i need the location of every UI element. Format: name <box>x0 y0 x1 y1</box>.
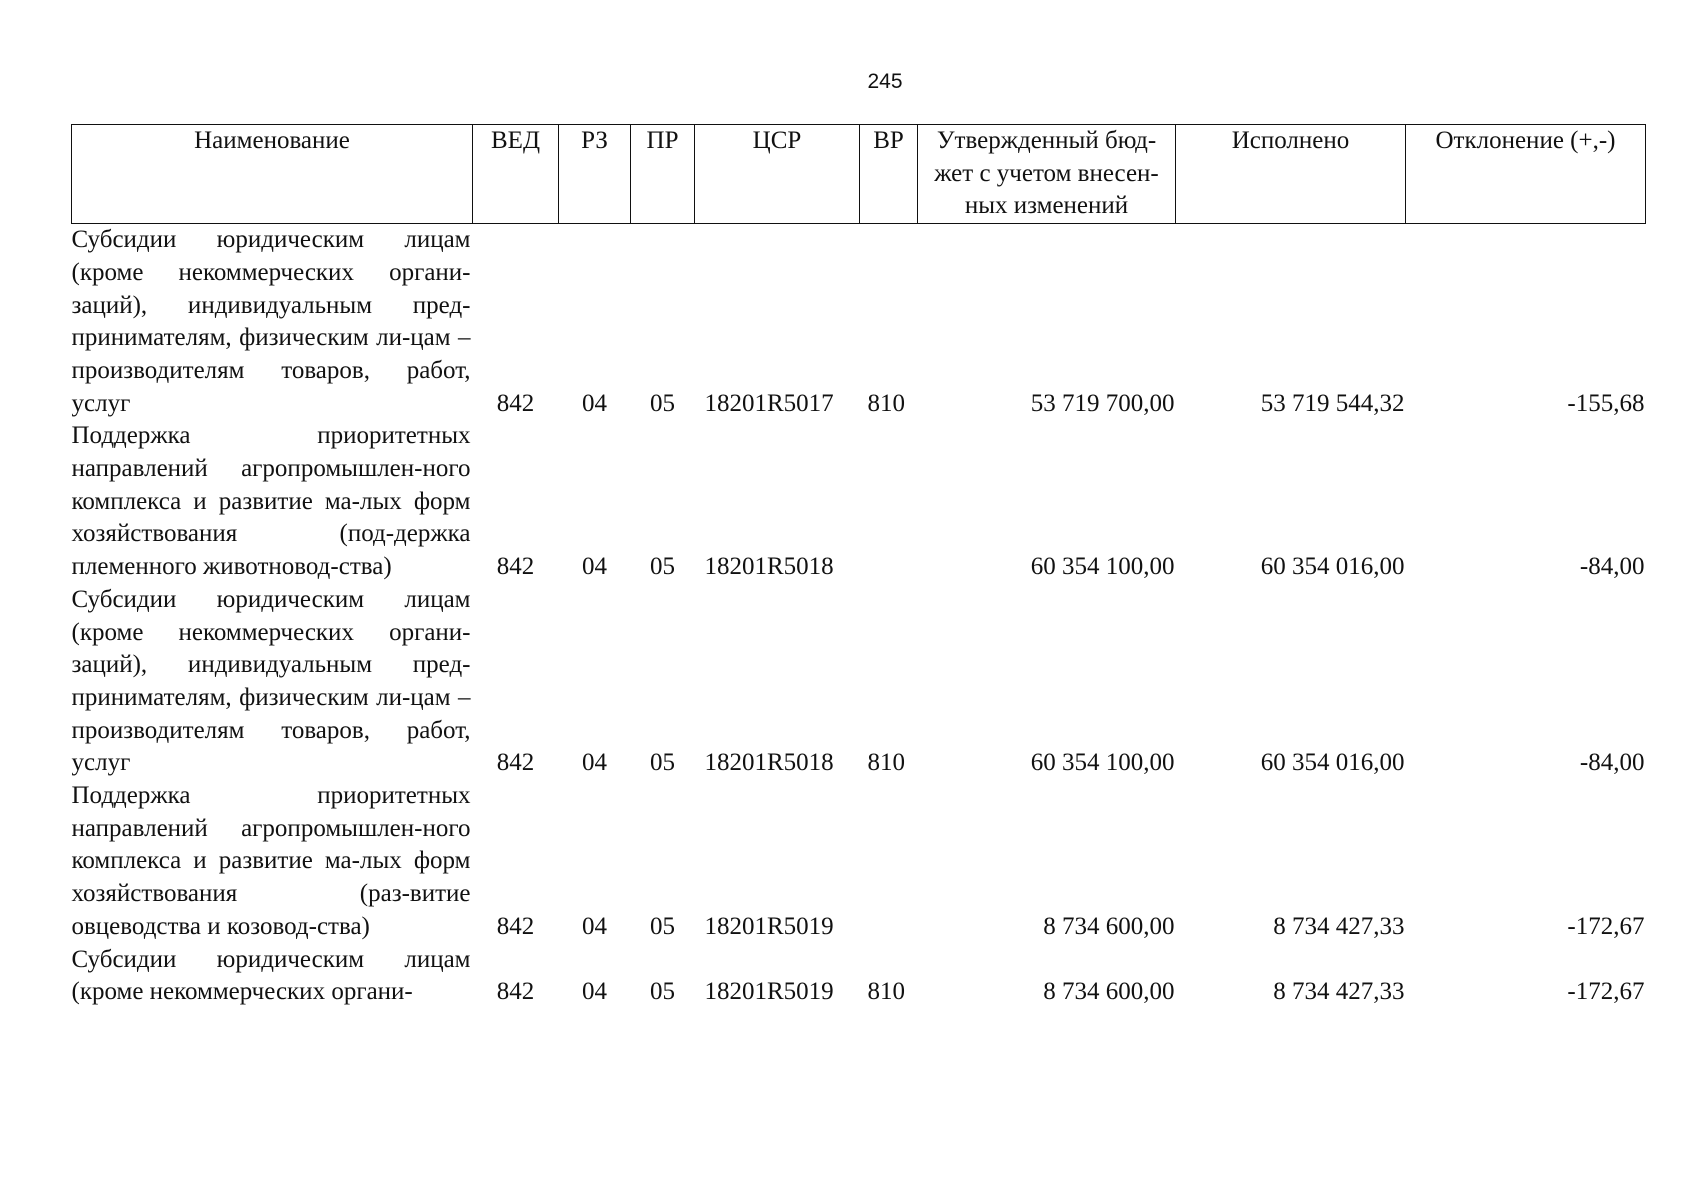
row-csr: 18201R5017 <box>704 389 834 417</box>
row-csr: 18201R5018 <box>704 749 834 777</box>
row-deviation: -84,00 <box>1579 749 1645 777</box>
row-name: Субсидии юридическим лицам (кроме некоммерческих органи-заций), индивидуальным пред-принимателям, физическим ли-цам – производителям товаров, работ, услуг <box>71 226 471 417</box>
header-ved: ВЕД <box>473 125 559 224</box>
table-body <box>72 224 1646 1009</box>
row-approved: 8 734 600,00 <box>1043 978 1175 1006</box>
row-ved: 842 <box>496 553 535 581</box>
row-ved: 842 <box>496 389 535 417</box>
header-executed: Исполнено <box>1176 125 1406 224</box>
row-name: Поддержка приоритетных направлений агропромышлен-ного комплекса и развитие ма-лых форм хозяйствования (под-держка племенного животновод-ства) <box>71 422 471 581</box>
row-name: Поддержка приоритетных направлений агропромышлен-ного комплекса и развитие ма-лых форм хозяйствования (раз-витие овцеводства и козовод-ства) <box>71 782 471 940</box>
row-pr: 05 <box>650 912 675 940</box>
row-deviation: -84,00 <box>1579 553 1645 581</box>
row-executed: 60 354 016,00 <box>1260 553 1405 581</box>
row-pr: 05 <box>650 389 675 417</box>
row-executed: 53 719 544,32 <box>1260 389 1405 417</box>
page-number: 245 <box>867 70 903 93</box>
table-row <box>72 420 1646 584</box>
row-ved: 842 <box>496 749 535 777</box>
row-vr <box>860 420 918 584</box>
row-csr: 18201R5019 <box>704 912 834 940</box>
table-row <box>72 224 1646 421</box>
row-ved: 842 <box>496 978 535 1006</box>
row-deviation: -172,67 <box>1567 978 1645 1006</box>
header-rz: РЗ <box>559 125 631 224</box>
row-vr: 810 <box>867 389 905 417</box>
row-deviation: -155,68 <box>1567 389 1645 417</box>
row-ved: 842 <box>496 912 535 940</box>
row-rz: 04 <box>582 749 607 777</box>
row-approved: 53 719 700,00 <box>1030 389 1175 417</box>
row-csr: 18201R5019 <box>704 978 834 1006</box>
row-approved: 8 734 600,00 <box>1043 912 1175 940</box>
row-approved: 60 354 100,00 <box>1030 553 1175 581</box>
row-vr: 810 <box>867 978 905 1006</box>
row-executed: 60 354 016,00 <box>1260 749 1405 777</box>
row-vr <box>860 780 918 944</box>
row-vr: 810 <box>867 749 905 777</box>
row-rz: 04 <box>582 553 607 581</box>
header-deviation: Отклонение (+,-) <box>1406 125 1646 224</box>
row-pr: 05 <box>650 749 675 777</box>
row-pr: 05 <box>650 978 675 1006</box>
row-rz: 04 <box>582 978 607 1006</box>
row-approved: 60 354 100,00 <box>1030 749 1175 777</box>
table-header <box>72 125 1646 224</box>
row-executed: 8 734 427,33 <box>1273 912 1405 940</box>
table-row <box>72 584 1646 780</box>
row-executed: 8 734 427,33 <box>1273 978 1405 1006</box>
header-vr: ВР <box>860 125 918 224</box>
row-csr: 18201R5018 <box>704 553 834 581</box>
header-csr: ЦСР <box>695 125 860 224</box>
row-name: Субсидии юридическим лицам (кроме некоммерческих органи- <box>71 945 471 1006</box>
table-row <box>72 944 1646 1009</box>
row-pr: 05 <box>650 553 675 581</box>
header-pr: ПР <box>631 125 695 224</box>
row-rz: 04 <box>582 389 607 417</box>
row-deviation: -172,67 <box>1567 912 1645 940</box>
row-rz: 04 <box>582 912 607 940</box>
budget-execution-table <box>71 124 1646 1009</box>
row-name: Субсидии юридическим лицам (кроме некоммерческих органи-заций), индивидуальным пред-принимателям, физическим ли-цам – производителям товаров, работ, услуг <box>71 585 471 777</box>
header-name: Наименование <box>72 125 473 224</box>
header-approved-budget: Утвержденный бюд-жет с учетом внесен-ных изменений <box>918 125 1176 224</box>
table-row <box>72 780 1646 944</box>
